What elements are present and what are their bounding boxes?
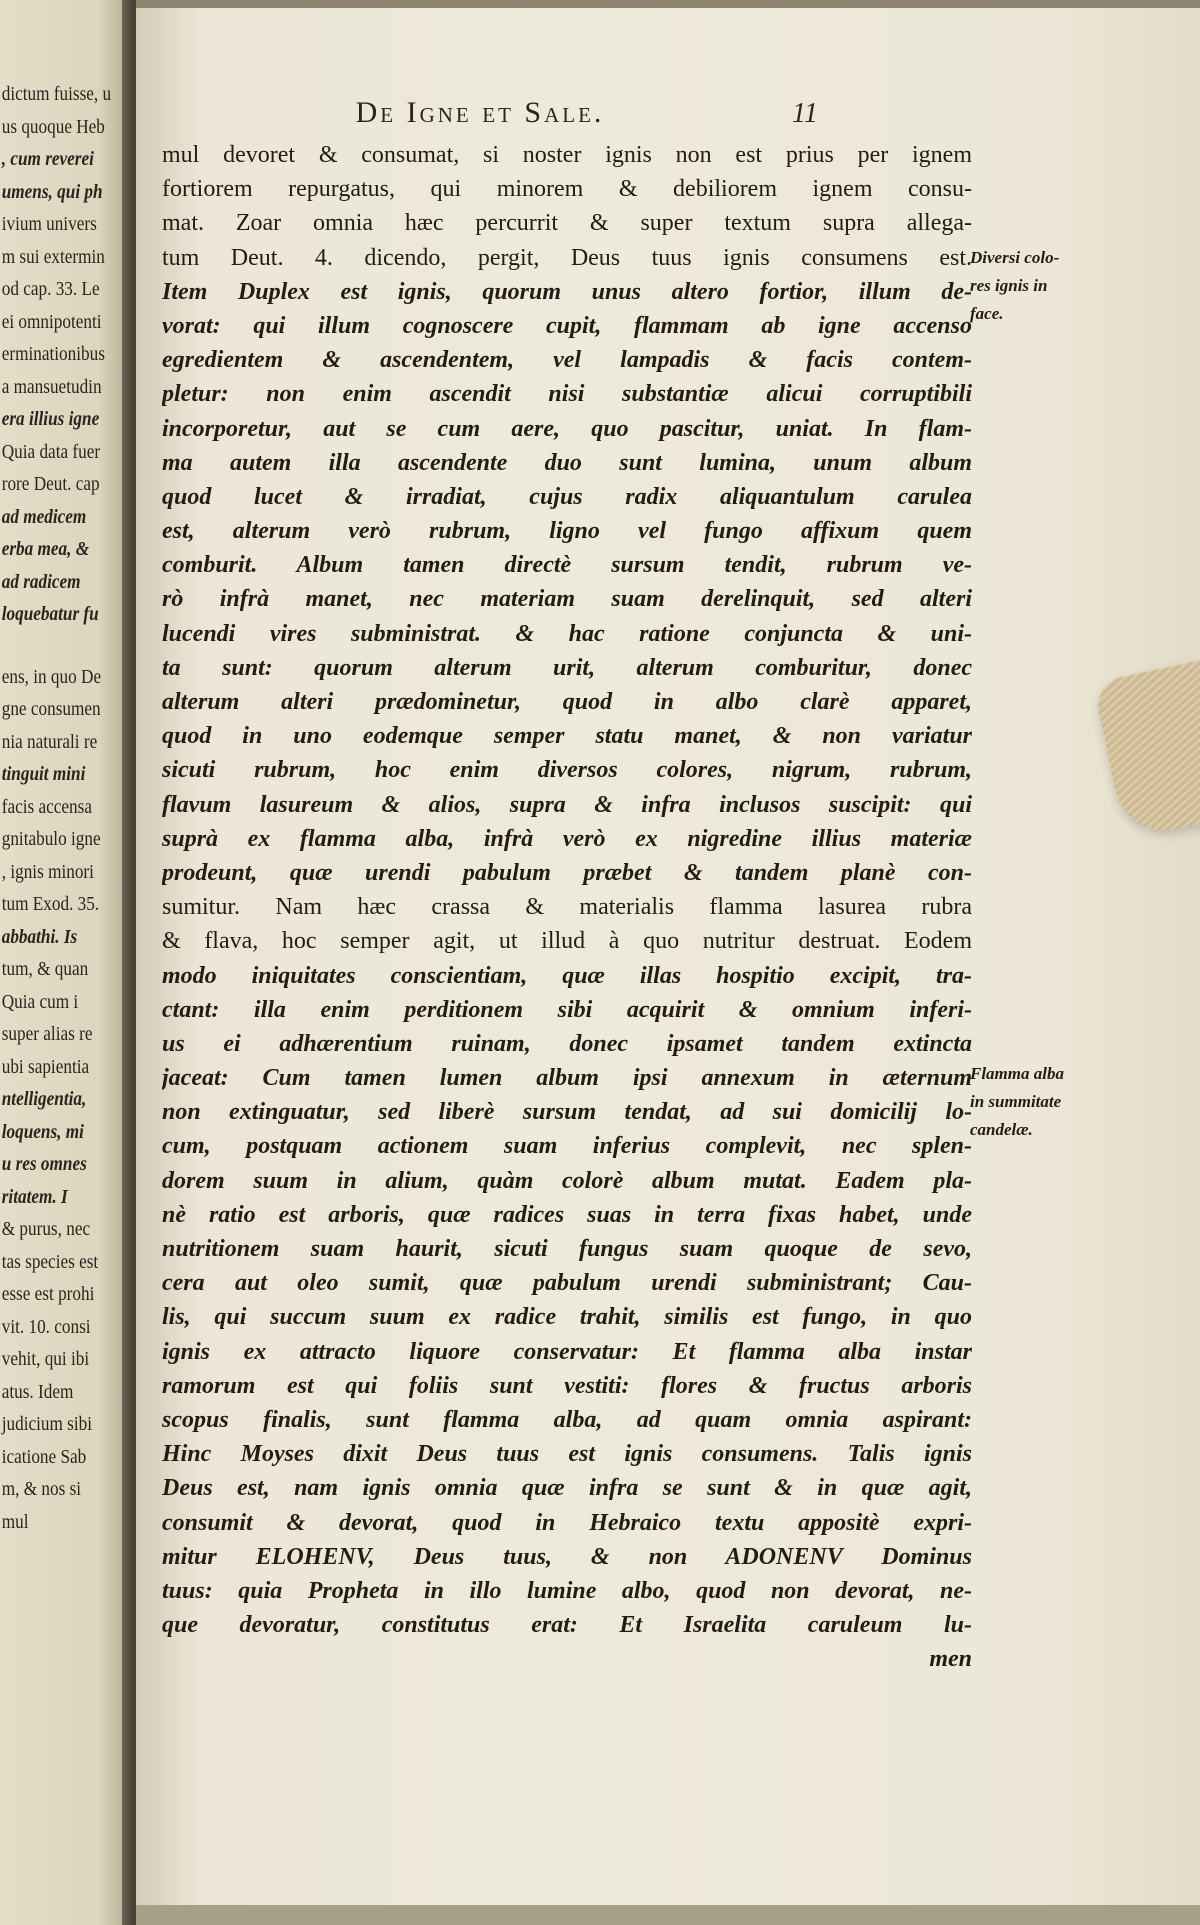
text-line: alterum alteri prædominetur, quod in albo clarè apparet, bbox=[162, 689, 972, 715]
text-line: Deus est, nam ignis omnia quæ infra se sunt & in quæ agit, bbox=[162, 1475, 972, 1502]
left-page-line: nia naturali re bbox=[1, 730, 98, 753]
left-page-line: tinguit mini bbox=[1, 763, 86, 785]
text-line: scopus finalis, sunt flamma alba, ad quam omnia aspirant: bbox=[162, 1406, 972, 1433]
left-page-line: ei omnipotenti bbox=[1, 310, 102, 333]
left-page-line: gnitabulo igne bbox=[1, 828, 101, 850]
left-page-text bbox=[0, 78, 136, 1538]
text-line: rò infrà manet, nec materiam suam derelinquit, sed alteri bbox=[162, 586, 972, 613]
text-line: & flava, hoc semper agit, ut illud à quo nutritur destruat. Eodem bbox=[162, 928, 972, 955]
left-page-line: abbathi. Is bbox=[1, 925, 78, 948]
left-page-line: tas species est bbox=[1, 1250, 99, 1273]
page-number: 11 bbox=[792, 98, 818, 129]
left-page-line: m, & nos si bbox=[1, 1478, 82, 1500]
left-page-line: erminationibus bbox=[1, 343, 105, 365]
text-line: egredientem & ascendentem, vel lampadis & facis contem- bbox=[162, 347, 972, 374]
running-head: De Igne et Sale. bbox=[355, 96, 605, 129]
text-line: est, alterum verò rubrum, ligno vel fungo affixum quem bbox=[162, 518, 972, 545]
left-page-line: us quoque Heb bbox=[1, 115, 105, 138]
text-line: nè ratio est arboris, quæ radices suas in terra fixas habet, unde bbox=[162, 1201, 972, 1228]
text-line: tum Deut. 4. dicendo, pergit, Deus tuus ignis consumens est. bbox=[162, 244, 972, 271]
left-page-line: super alias re bbox=[1, 1023, 93, 1045]
left-page-line: era illius igne bbox=[1, 408, 100, 430]
left-page-line: , ignis minori bbox=[1, 860, 94, 883]
left-page-line: umens, qui ph bbox=[1, 180, 103, 203]
left-page-line: erba mea, & bbox=[1, 538, 90, 560]
left-page-line: esse est prohi bbox=[1, 1283, 95, 1305]
margin-note-line: face. bbox=[970, 304, 1004, 323]
text-line: modo iniquitates conscientiam, quæ illas hospitio excipit, tra- bbox=[162, 962, 972, 989]
left-page-line: u res omnes bbox=[1, 1153, 87, 1175]
left-page-line: ad medicem bbox=[1, 505, 87, 528]
text-line: jaceat: Cum tamen lumen album ipsi annexum in æternum bbox=[162, 1065, 972, 1092]
left-page-line: ntelligentia, bbox=[1, 1088, 87, 1110]
margin-note-line: candelæ. bbox=[970, 1120, 1033, 1139]
text-line: quod lucet & irradiat, cujus radix aliquantulum carulea bbox=[162, 483, 972, 510]
text-line: prodeunt, quæ urendi pabulum præbet & tandem planè con- bbox=[162, 859, 972, 886]
text-line: tuus: quia Propheta in illo lumine albo, quod non devorat, ne- bbox=[162, 1577, 972, 1604]
text-line: mul devoret & consumat, si noster ignis non est prius per ignem bbox=[162, 142, 972, 168]
left-page-line: ens, in quo De bbox=[1, 665, 102, 688]
text-line: suprà ex flamma alba, infrà verò ex nigredine illius materiæ bbox=[162, 825, 972, 852]
left-page-line: Quia data fuer bbox=[1, 440, 101, 463]
text-line: us ei adhærentium ruinam, donec ipsamet tandem extincta bbox=[162, 1030, 972, 1057]
margin-note-flame bbox=[970, 1060, 1120, 1144]
page-bottom-edge bbox=[136, 1905, 1200, 1925]
text-line: Hinc Moyses dixit Deus tuus est ignis consumens. Talis ignis bbox=[162, 1441, 972, 1468]
left-page-line: ritatem. I bbox=[1, 1185, 68, 1208]
text-line: dorem suum in alium, quàm colorè album mutat. Eadem pla- bbox=[162, 1167, 972, 1194]
text-line: comburit. Album tamen directè sursum tendit, rubrum ve- bbox=[162, 552, 972, 579]
left-page-line: dictum fuisse, u bbox=[1, 83, 112, 105]
left-page-line: tum, & quan bbox=[1, 958, 89, 980]
margin-note-line: Flamma alba bbox=[970, 1064, 1064, 1083]
left-page-line: mul bbox=[1, 1510, 29, 1533]
left-page-line bbox=[0, 631, 136, 661]
text-line: fortiorem repurgatus, qui minorem & debiliorem ignem consu- bbox=[162, 176, 972, 203]
left-page-line: loquebatur fu bbox=[1, 603, 99, 625]
left-page-line: ivium univers bbox=[1, 213, 97, 235]
left-page-line: gne consumen bbox=[1, 698, 101, 720]
left-page-line: , cum reverei bbox=[1, 148, 94, 170]
text-line: mitur ELOHENV, Deus tuus, & non ADONENV Dominus bbox=[162, 1543, 972, 1570]
text-line: ignis ex attracto liquore conservatur: Et flamma alba instar bbox=[162, 1338, 972, 1365]
margin-note-colours bbox=[970, 244, 1120, 328]
page-top-edge bbox=[136, 0, 1200, 8]
text-line: non extinguatur, sed liberè sursum tendat, ad sui domicilij lo- bbox=[162, 1099, 972, 1126]
text-line: incorporetur, aut se cum aere, quo pascitur, uniat. In flam- bbox=[162, 415, 972, 442]
left-page-line: judicium sibi bbox=[1, 1413, 93, 1435]
text-line: ramorum est qui foliis sunt vestiti: flores & fructus arboris bbox=[162, 1372, 972, 1399]
left-page-line: ad radicem bbox=[1, 570, 81, 593]
left-page-line: Quia cum i bbox=[1, 990, 79, 1013]
text-line: cum, postquam actionem suam inferius complevit, nec splen- bbox=[162, 1133, 972, 1160]
text-line: ta sunt: quorum alterum urit, alterum comburitur, donec bbox=[162, 654, 972, 681]
text-line: lucendi vires subministrat. & hac ratione conjuncta & uni- bbox=[162, 620, 972, 647]
text-line: flavum lasureum & alios, supra & infra inclusos suscipit: qui bbox=[162, 791, 972, 818]
left-page-line: vehit, qui ibi bbox=[1, 1348, 90, 1370]
left-page-line: ubi sapientia bbox=[1, 1055, 90, 1078]
text-line: men bbox=[929, 1646, 972, 1673]
left-page-line: vit. 10. consi bbox=[1, 1315, 91, 1338]
text-line: lis, qui succum suum ex radice trahit, similis est fungo, in quo bbox=[162, 1304, 972, 1331]
text-line: que devoratur, constitutus erat: Et Israelita caruleum lu- bbox=[162, 1612, 972, 1639]
left-page-line: rore Deut. cap bbox=[1, 473, 100, 495]
margin-note-line: Diversi colo- bbox=[970, 248, 1060, 267]
margin-note-line: res ignis in bbox=[970, 276, 1048, 295]
left-page-line: od cap. 33. Le bbox=[1, 278, 100, 300]
left-page-line: tum Exod. 35. bbox=[1, 893, 100, 915]
text-line: cera aut oleo sumit, quæ pabulum urendi subministrant; Cau- bbox=[162, 1270, 972, 1297]
text-line: ctant: illa enim perditionem sibi acquirit & omnium inferi- bbox=[162, 996, 972, 1023]
text-line: vorat: qui illum cognoscere cupit, flammam ab igne accenso bbox=[162, 312, 972, 339]
margin-note-line: in summitate bbox=[970, 1092, 1062, 1111]
left-page-line: & purus, nec bbox=[1, 1218, 91, 1240]
text-line: pletur: non enim ascendit nisi substantiæ alicui corruptibili bbox=[162, 381, 972, 408]
text-line: ma autem illa ascendente duo sunt lumina, unum album bbox=[162, 449, 972, 476]
text-line: consumit & devorat, quod in Hebraico textu appositè expri- bbox=[162, 1509, 972, 1536]
left-page-line: atus. Idem bbox=[1, 1380, 74, 1403]
left-facing-page bbox=[0, 0, 140, 1925]
text-line: sicuti rubrum, hoc enim diversos colores, nigrum, rubrum, bbox=[162, 757, 972, 784]
text-line: sumitur. Nam hæc crassa & materialis flamma lasurea rubra bbox=[162, 894, 972, 921]
left-page-line: facis accensa bbox=[1, 795, 92, 818]
left-page-line: a mansuetudin bbox=[1, 375, 102, 398]
text-line: quod in uno eodemque semper statu manet, & non variatur bbox=[162, 723, 972, 750]
left-page-line: icatione Sab bbox=[1, 1445, 87, 1468]
text-line: nutritionem suam haurit, sicuti fungus suam quoque de sevo, bbox=[162, 1236, 972, 1262]
text-line: Item Duplex est ignis, quorum unus altero fortior, illum de- bbox=[162, 278, 972, 305]
body-text bbox=[162, 138, 972, 1676]
text-line: mat. Zoar omnia hæc percurrit & super textum supra allega- bbox=[162, 210, 972, 237]
left-page-line: m sui extermin bbox=[1, 245, 105, 268]
left-page-line: loquens, mi bbox=[1, 1120, 84, 1143]
